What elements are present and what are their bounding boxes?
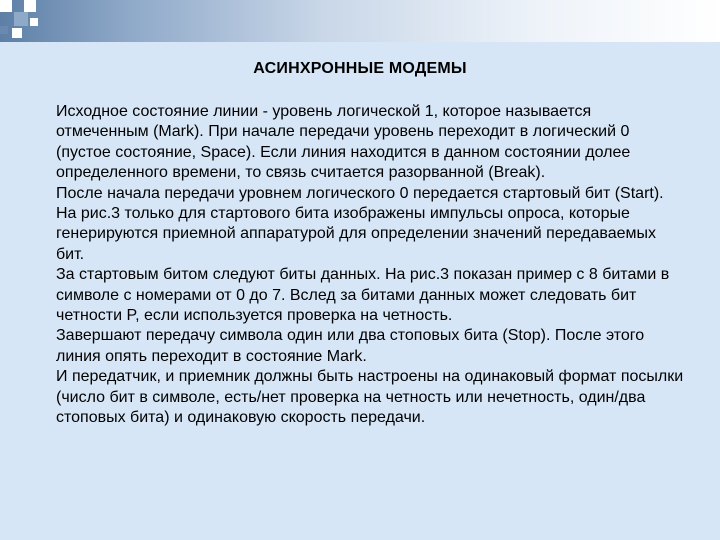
header-gradient-strip (0, 0, 720, 42)
paragraph-stop-bits: Завершают передачу символа один или два стоповых бита (Stop). После этого линия опять переходит в состояние Mark. (56, 327, 645, 365)
paragraph-format: И передатчик, и приемник должны быть настроены на одинаковый формат посылки (число бит в символе, есть/нет проверка на четность или нечетность, один/два стоповых бита) и одинаковую скорость передачи. (56, 368, 684, 427)
paragraph-start-bit: После начала передачи уровнем логического 0 передается стартовый бит (Start). На рис.3 только для стартового бита изображены импульсы опроса, которые генерируются приемной аппаратурой для определении значений передаваемых бит. (56, 184, 664, 263)
deco-square (24, 0, 36, 12)
deco-square (12, 28, 22, 38)
deco-square (30, 18, 38, 26)
slide-title: АСИНХРОННЫЕ МОДЕМЫ (253, 60, 467, 77)
corner-squares-decoration (0, 0, 40, 40)
deco-square (14, 12, 28, 26)
paragraph-line-state: Исходное состояние линии - уровень логической 1, которое называется отмеченным (Mark). При начале передачи уровень переходит в логический 0 (пустое состояние, Space). Если линия находится в данном состоянии долее определенного времени, то связь считается разорванной (Break). (56, 103, 631, 182)
deco-square (0, 0, 12, 12)
deco-square (0, 26, 8, 34)
slide-body (56, 102, 686, 429)
paragraph-data-bits: За стартовым битом следуют биты данных. На рис.3 показан пример с 8 битами в символе с номерами от 0 до 7. Вслед за битами данных может следовать бит четности P, если используется проверка на четность. (56, 266, 670, 325)
